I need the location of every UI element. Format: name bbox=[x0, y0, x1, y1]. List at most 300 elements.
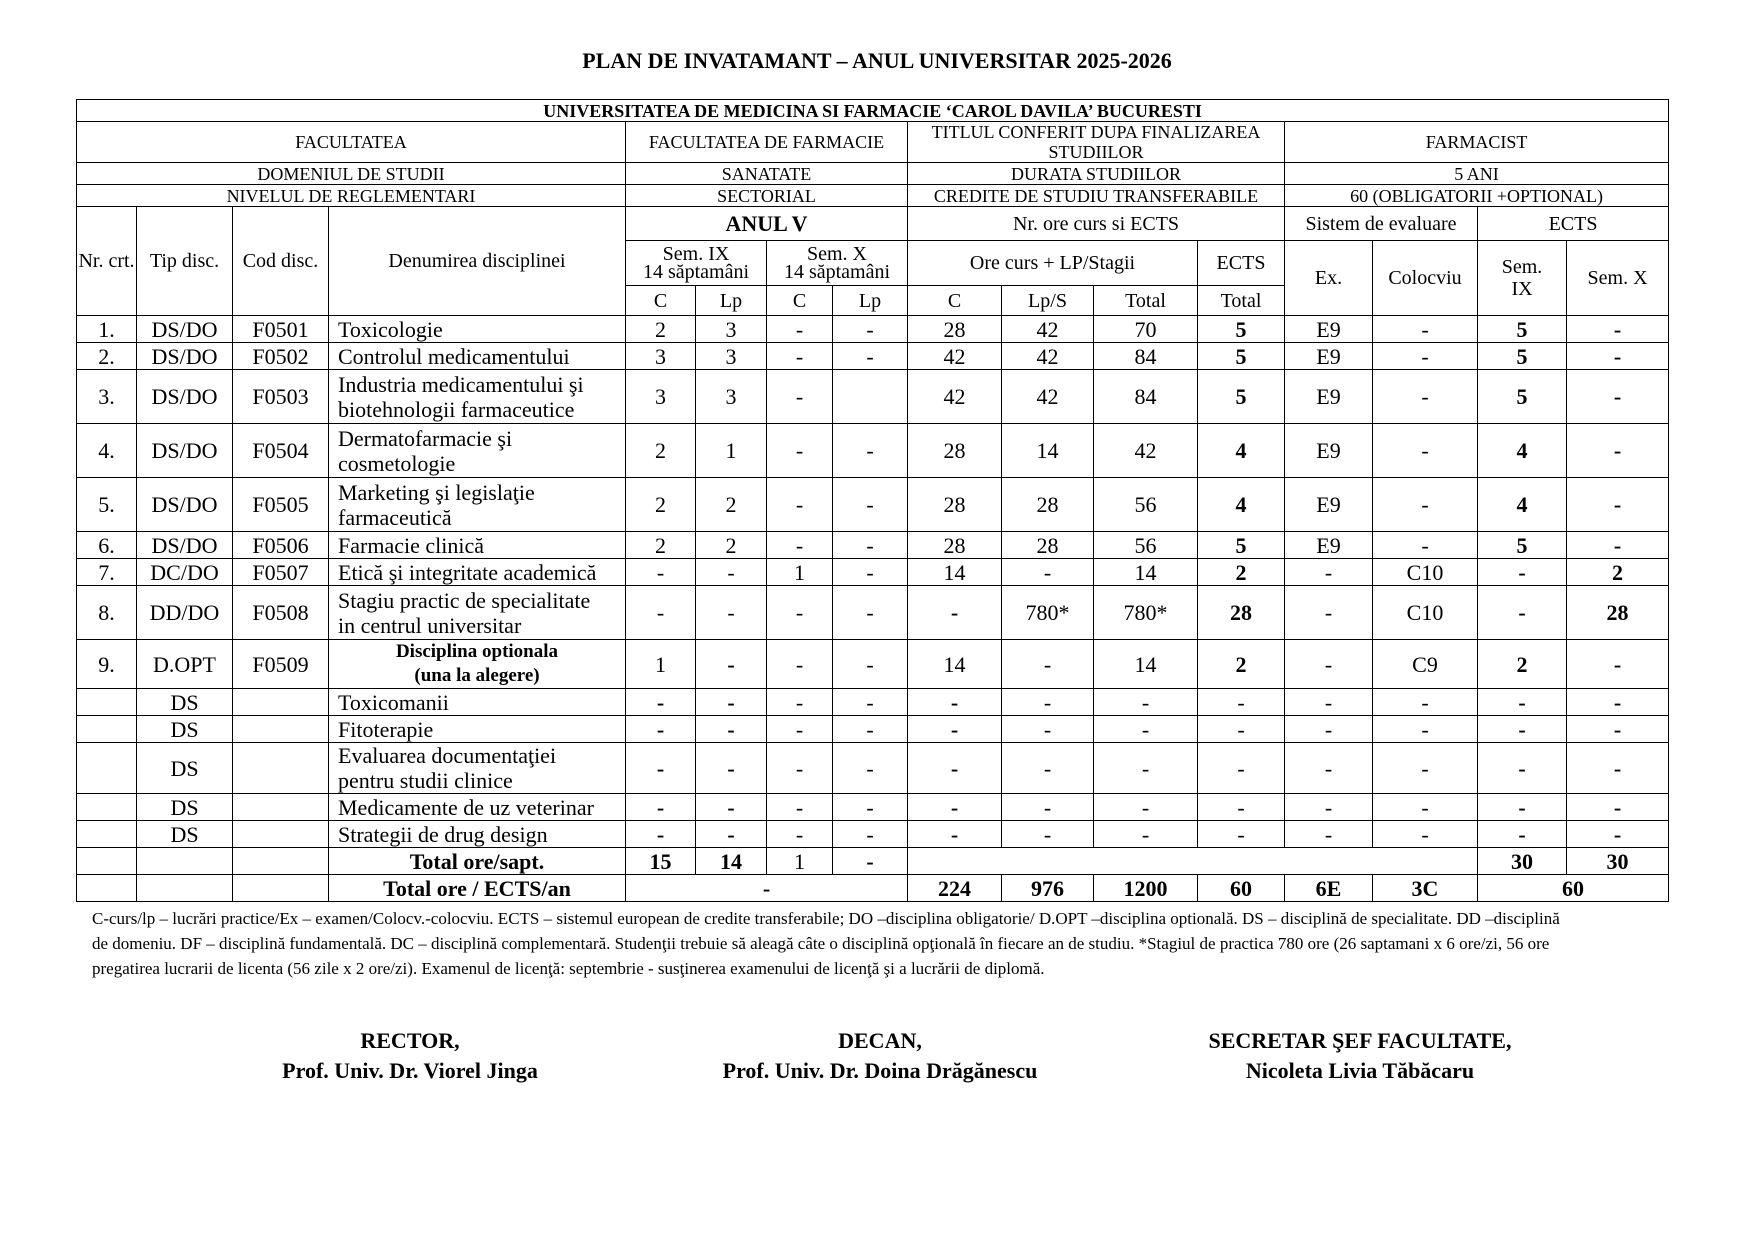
total-week-c9: 15 bbox=[626, 848, 696, 875]
empty-cell bbox=[233, 848, 329, 875]
optional-name bbox=[329, 689, 626, 716]
dash-cell: - bbox=[1002, 821, 1094, 848]
row-total: 84 bbox=[1094, 370, 1198, 424]
dash-cell: - bbox=[833, 794, 908, 821]
total-year-lps: 976 bbox=[1002, 875, 1094, 902]
empty-cell bbox=[233, 794, 329, 821]
row-c: 28 bbox=[908, 424, 1002, 478]
row-ex: E9 bbox=[1285, 532, 1373, 559]
header-row bbox=[77, 122, 1669, 163]
optional-tip: DS bbox=[137, 716, 233, 743]
row-name-line: Controlul medicamentului bbox=[338, 343, 570, 369]
dash-cell: - bbox=[1198, 716, 1285, 743]
optional-name-line: pentru studii clinice bbox=[338, 768, 513, 793]
dash-cell: - bbox=[1478, 821, 1567, 848]
optional-row bbox=[77, 743, 1669, 794]
col-colocviu: Colocviu bbox=[1373, 241, 1478, 316]
dash-cell: - bbox=[1285, 794, 1373, 821]
row-name-line: cosmetologie bbox=[338, 450, 456, 476]
row-discipline-name bbox=[329, 316, 626, 343]
empty-cell bbox=[233, 716, 329, 743]
row-tip: DS/DO bbox=[137, 316, 233, 343]
empty-cell bbox=[137, 848, 233, 875]
total-year-ects-all: 60 bbox=[1478, 875, 1669, 902]
table-row bbox=[77, 586, 1669, 640]
row-name-line: Disciplina optionala bbox=[395, 641, 559, 662]
row-c: 14 bbox=[908, 640, 1002, 689]
sem9-sub: 14 săptamâni bbox=[642, 261, 750, 283]
row-c10: - bbox=[767, 478, 833, 532]
row-c10: - bbox=[767, 586, 833, 640]
dash-cell: - bbox=[767, 743, 833, 794]
row-lp10: - bbox=[833, 424, 908, 478]
empty-cell bbox=[77, 689, 137, 716]
header-label: CREDITE DE STUDIU TRANSFERABILE bbox=[908, 185, 1285, 207]
dash-cell: - bbox=[908, 689, 1002, 716]
row-total: 56 bbox=[1094, 478, 1198, 532]
row-c: 42 bbox=[908, 370, 1002, 424]
optional-name bbox=[329, 794, 626, 821]
total-week-c10: 1 bbox=[767, 848, 833, 875]
row-nr: 7. bbox=[77, 559, 137, 586]
dash-cell: - bbox=[767, 794, 833, 821]
optional-tip: DS bbox=[137, 743, 233, 794]
empty-cell bbox=[77, 794, 137, 821]
header-label: DOMENIUL DE STUDII bbox=[77, 163, 626, 185]
col-ects-total: ECTS bbox=[1198, 241, 1285, 286]
row-tip: DC/DO bbox=[137, 559, 233, 586]
optional-name-line: Medicamente de uz veterinar bbox=[338, 794, 594, 820]
total-year-total: 1200 bbox=[1094, 875, 1198, 902]
row-name-line: Farmacie clinică bbox=[338, 532, 484, 558]
row-cod: F0501 bbox=[233, 316, 329, 343]
row-ects-sem10: 2 bbox=[1567, 559, 1669, 586]
row-c: 42 bbox=[908, 343, 1002, 370]
header-value: FARMACIST bbox=[1285, 122, 1669, 163]
header-label: DURATA STUDIILOR bbox=[908, 163, 1285, 185]
signature-decan bbox=[690, 1026, 1070, 1086]
dash-cell: - bbox=[1002, 716, 1094, 743]
sem9-label: Sem. IX bbox=[662, 243, 730, 265]
header-row bbox=[77, 185, 1669, 207]
dash-cell: - bbox=[908, 794, 1002, 821]
col-lp9: Lp bbox=[696, 286, 767, 316]
total-year-col: 3C bbox=[1373, 875, 1478, 902]
total-week-row bbox=[77, 848, 1669, 875]
table-row bbox=[77, 316, 1669, 343]
row-colocviu: - bbox=[1373, 370, 1478, 424]
row-c9: 2 bbox=[626, 424, 696, 478]
row-ex: - bbox=[1285, 559, 1373, 586]
row-c: 14 bbox=[908, 559, 1002, 586]
dash-cell: - bbox=[696, 794, 767, 821]
row-tip: DS/DO bbox=[137, 478, 233, 532]
row-c9: 2 bbox=[626, 532, 696, 559]
row-total: 84 bbox=[1094, 343, 1198, 370]
dash-cell: - bbox=[1567, 821, 1669, 848]
row-ects-sem9: 4 bbox=[1478, 424, 1567, 478]
optional-row bbox=[77, 689, 1669, 716]
row-lp10: - bbox=[833, 343, 908, 370]
row-nr: 8. bbox=[77, 586, 137, 640]
dash-cell: - bbox=[908, 743, 1002, 794]
row-lp10: - bbox=[833, 586, 908, 640]
dash-cell: - bbox=[1198, 821, 1285, 848]
empty-cell bbox=[233, 689, 329, 716]
page-title: PLAN DE INVATAMANT – ANUL UNIVERSITAR 2025-2026 bbox=[582, 48, 1172, 73]
row-ects: 4 bbox=[1198, 478, 1285, 532]
row-lp9: 3 bbox=[696, 370, 767, 424]
optional-name-line: Toxicomanii bbox=[338, 689, 449, 715]
row-lp9: 3 bbox=[696, 343, 767, 370]
header-label: FACULTATEA bbox=[77, 122, 626, 163]
total-year-label: Total ore / ECTS/an bbox=[329, 875, 626, 902]
curriculum-table bbox=[76, 99, 1669, 902]
row-colocviu: C10 bbox=[1373, 559, 1478, 586]
table-row bbox=[77, 343, 1669, 370]
total-year-ex: 6E bbox=[1285, 875, 1373, 902]
dash-cell: - bbox=[1002, 689, 1094, 716]
col-sem10 bbox=[767, 241, 908, 286]
row-lps: 28 bbox=[1002, 478, 1094, 532]
row-ects-sem10: - bbox=[1567, 316, 1669, 343]
dash-cell: - bbox=[767, 821, 833, 848]
row-ects-sem9: 5 bbox=[1478, 316, 1567, 343]
table-row bbox=[77, 640, 1669, 689]
dash-cell: - bbox=[626, 821, 696, 848]
col-c9: C bbox=[626, 286, 696, 316]
dash-cell: - bbox=[1567, 689, 1669, 716]
dash-cell: - bbox=[1567, 716, 1669, 743]
dash-cell: - bbox=[1285, 743, 1373, 794]
row-nr: 6. bbox=[77, 532, 137, 559]
dash-cell: - bbox=[1478, 716, 1567, 743]
row-c10: - bbox=[767, 370, 833, 424]
total-week-lp9: 14 bbox=[696, 848, 767, 875]
row-discipline-name bbox=[329, 586, 626, 640]
row-ex: - bbox=[1285, 640, 1373, 689]
empty-cell bbox=[233, 743, 329, 794]
optional-name-line: Fitoterapie bbox=[338, 716, 434, 742]
optional-name bbox=[329, 743, 626, 794]
row-lps: - bbox=[1002, 559, 1094, 586]
dash-cell: - bbox=[767, 689, 833, 716]
row-discipline-name bbox=[329, 370, 626, 424]
dash-cell: - bbox=[833, 743, 908, 794]
row-discipline-name bbox=[329, 424, 626, 478]
row-ects-sem9: 5 bbox=[1478, 532, 1567, 559]
col-nr: Nr. crt. bbox=[77, 207, 137, 316]
total-year-ects: 60 bbox=[1198, 875, 1285, 902]
row-c9: 2 bbox=[626, 316, 696, 343]
empty-cell bbox=[908, 848, 1478, 875]
total-year-row bbox=[77, 875, 1669, 902]
optional-name-line: Strategii de drug design bbox=[338, 821, 548, 847]
col-nr-ore: Nr. ore curs si ECTS bbox=[908, 207, 1285, 241]
row-discipline-name bbox=[329, 559, 626, 586]
col-ects-sem9 bbox=[1478, 241, 1567, 316]
empty-cell bbox=[137, 875, 233, 902]
dash-cell: - bbox=[696, 689, 767, 716]
row-c: 28 bbox=[908, 316, 1002, 343]
row-cod: F0509 bbox=[233, 640, 329, 689]
ects-sem9-label: Sem. IX bbox=[1501, 256, 1543, 300]
row-nr: 3. bbox=[77, 370, 137, 424]
row-name-line: Marketing şi legislaţie bbox=[338, 479, 535, 505]
row-ects-sem9: 4 bbox=[1478, 478, 1567, 532]
row-nr: 5. bbox=[77, 478, 137, 532]
col-total-ects: Total bbox=[1198, 286, 1285, 316]
row-name-line: Toxicologie bbox=[338, 316, 443, 342]
total-week-ects9: 30 bbox=[1478, 848, 1567, 875]
optional-tip: DS bbox=[137, 689, 233, 716]
dash-cell: - bbox=[696, 743, 767, 794]
col-ects: ECTS bbox=[1478, 207, 1669, 241]
row-cod: F0506 bbox=[233, 532, 329, 559]
dash-cell: - bbox=[1373, 794, 1478, 821]
row-c10: - bbox=[767, 424, 833, 478]
row-c: 28 bbox=[908, 532, 1002, 559]
row-nr: 9. bbox=[77, 640, 137, 689]
dash-cell: - bbox=[696, 821, 767, 848]
row-cod: F0504 bbox=[233, 424, 329, 478]
row-name-line: biotehnologii farmaceutice bbox=[338, 396, 575, 422]
row-name-line: Industria medicamentului şi bbox=[338, 371, 584, 397]
row-discipline-name bbox=[329, 478, 626, 532]
row-tip: DS/DO bbox=[137, 370, 233, 424]
row-lp10: - bbox=[833, 640, 908, 689]
dash-cell: - bbox=[1285, 716, 1373, 743]
col-anul: ANUL V bbox=[626, 207, 908, 241]
row-lp9: 2 bbox=[696, 478, 767, 532]
optional-name bbox=[329, 821, 626, 848]
row-ects-sem10: 28 bbox=[1567, 586, 1669, 640]
col-sistem: Sistem de evaluare bbox=[1285, 207, 1478, 241]
col-lps: Lp/S bbox=[1002, 286, 1094, 316]
row-ects-sem10: - bbox=[1567, 640, 1669, 689]
row-c10: - bbox=[767, 316, 833, 343]
dash-cell: - bbox=[1094, 821, 1198, 848]
dash-cell: - bbox=[1198, 689, 1285, 716]
row-c9: 2 bbox=[626, 478, 696, 532]
row-name-line: Etică şi integritate academică bbox=[338, 559, 597, 585]
row-name-line: Stagiu practic de specialitate bbox=[338, 587, 591, 613]
dash-cell: - bbox=[1373, 821, 1478, 848]
signature-name: Prof. Univ. Dr. Doina Drăgănescu bbox=[722, 1058, 1038, 1083]
empty-cell bbox=[233, 875, 329, 902]
row-lps: 42 bbox=[1002, 370, 1094, 424]
dash-cell: - bbox=[833, 716, 908, 743]
row-lps: 14 bbox=[1002, 424, 1094, 478]
row-ects-sem9: - bbox=[1478, 559, 1567, 586]
dash-cell: - bbox=[626, 689, 696, 716]
dash-cell: - bbox=[1373, 689, 1478, 716]
row-ects-sem9: 5 bbox=[1478, 343, 1567, 370]
row-lp9: - bbox=[696, 640, 767, 689]
row-lps: - bbox=[1002, 640, 1094, 689]
optional-row bbox=[77, 794, 1669, 821]
signature-name: Nicoleta Livia Tăbăcaru bbox=[1245, 1058, 1475, 1083]
sem10-label: Sem. X bbox=[807, 243, 867, 265]
row-lp9: 1 bbox=[696, 424, 767, 478]
row-colocviu: C10 bbox=[1373, 586, 1478, 640]
empty-cell bbox=[77, 743, 137, 794]
row-lp10: - bbox=[833, 478, 908, 532]
empty-cell bbox=[77, 848, 137, 875]
row-colocviu: - bbox=[1373, 343, 1478, 370]
dash-cell: - bbox=[1373, 716, 1478, 743]
optional-name bbox=[329, 716, 626, 743]
row-cod: F0505 bbox=[233, 478, 329, 532]
row-lps: 42 bbox=[1002, 316, 1094, 343]
row-colocviu: - bbox=[1373, 424, 1478, 478]
row-lps: 28 bbox=[1002, 532, 1094, 559]
dash-cell: - bbox=[1373, 743, 1478, 794]
header-value: 60 (OBLIGATORII +OPTIONAL) bbox=[1285, 185, 1669, 207]
row-name-line: (una la alegere) bbox=[414, 665, 540, 686]
col-lp10: Lp bbox=[833, 286, 908, 316]
dash-cell: - bbox=[1094, 716, 1198, 743]
optional-name-line: Evaluarea documentaţiei bbox=[338, 743, 557, 768]
header-value: SECTORIAL bbox=[626, 185, 908, 207]
row-cod: F0503 bbox=[233, 370, 329, 424]
row-c9: 1 bbox=[626, 640, 696, 689]
row-lps: 780* bbox=[1002, 586, 1094, 640]
header-label: NIVELUL DE REGLEMENTARI bbox=[77, 185, 626, 207]
row-nr: 4. bbox=[77, 424, 137, 478]
table-row bbox=[77, 532, 1669, 559]
dash-cell: - bbox=[767, 716, 833, 743]
row-lp10 bbox=[833, 370, 908, 424]
row-name-line: farmaceutică bbox=[338, 504, 452, 530]
row-ects-sem10: - bbox=[1567, 343, 1669, 370]
row-tip: DS/DO bbox=[137, 343, 233, 370]
row-ex: E9 bbox=[1285, 316, 1373, 343]
row-lps: 42 bbox=[1002, 343, 1094, 370]
row-lp9: 3 bbox=[696, 316, 767, 343]
row-c10: - bbox=[767, 640, 833, 689]
row-ects-sem10: - bbox=[1567, 370, 1669, 424]
total-year-c: 224 bbox=[908, 875, 1002, 902]
table-row bbox=[77, 370, 1669, 424]
row-nr: 1. bbox=[77, 316, 137, 343]
optional-row bbox=[77, 821, 1669, 848]
row-ects: 28 bbox=[1198, 586, 1285, 640]
table-row bbox=[77, 559, 1669, 586]
row-c9: - bbox=[626, 559, 696, 586]
row-ex: - bbox=[1285, 586, 1373, 640]
total-week-label: Total ore/sapt. bbox=[329, 848, 626, 875]
row-ects: 5 bbox=[1198, 316, 1285, 343]
row-lp10: - bbox=[833, 559, 908, 586]
col-cod: Cod disc. bbox=[233, 207, 329, 316]
row-lp9: 2 bbox=[696, 532, 767, 559]
header-label: TITLUL CONFERIT DUPA FINALIZAREA STUDIILOR bbox=[908, 122, 1285, 163]
dash-cell: - bbox=[1094, 743, 1198, 794]
signature-role: RECTOR, bbox=[360, 1028, 460, 1053]
header-value: SANATATE bbox=[626, 163, 908, 185]
dash-cell: - bbox=[833, 821, 908, 848]
row-c9: - bbox=[626, 586, 696, 640]
dash-cell: - bbox=[908, 821, 1002, 848]
row-discipline-name bbox=[329, 640, 626, 689]
dash-cell: - bbox=[1002, 743, 1094, 794]
row-c9: 3 bbox=[626, 343, 696, 370]
empty-cell bbox=[77, 821, 137, 848]
row-ects: 4 bbox=[1198, 424, 1285, 478]
empty-cell bbox=[233, 821, 329, 848]
row-ects: 2 bbox=[1198, 640, 1285, 689]
row-colocviu: - bbox=[1373, 532, 1478, 559]
row-name-line: Dermatofarmacie şi bbox=[338, 425, 513, 451]
empty-cell bbox=[77, 716, 137, 743]
col-tip: Tip disc. bbox=[137, 207, 233, 316]
row-lp10: - bbox=[833, 532, 908, 559]
row-cod: F0502 bbox=[233, 343, 329, 370]
row-ects-sem9: 5 bbox=[1478, 370, 1567, 424]
col-ex: Ex. bbox=[1285, 241, 1373, 316]
university-name: UNIVERSITATEA DE MEDICINA SI FARMACIE ‘CAROL DAVILA’ BUCURESTI bbox=[77, 100, 1669, 122]
dash-cell: - bbox=[1002, 794, 1094, 821]
total-year-dash: - bbox=[626, 875, 908, 902]
signature-name: Prof. Univ. Dr. Viorel Jinga bbox=[282, 1058, 538, 1083]
table-row bbox=[77, 424, 1669, 478]
legend-note: C-curs/lp – lucrări practice/Ex – examen/Colocv.-colocviu. ECTS – sistemul european de credite transferabile; DO –disciplina obligatorie/ D.OPT –disciplina optională. DS – disciplină de specialitate. DD –disciplină de domeniu. DF – disciplină fundamentală. DC – disciplină complementară. Studenţii trebuie să aleagă câte o disciplină opţională în fiecare an de studiu. *Stagiul de practica 780 ore (26 saptamani x 6 ore/zi, 56 ore pregatirea lucrarii de licenta (56 zile x 2 ore/zi). Examenul de licenţă: septembrie - susţinerea examenului de licenţă şi a lucrării de diplomă. bbox=[92, 909, 1560, 978]
signature-secretar bbox=[1150, 1026, 1570, 1086]
row-ects: 5 bbox=[1198, 532, 1285, 559]
total-week-ects10: 30 bbox=[1567, 848, 1669, 875]
dash-cell: - bbox=[1094, 794, 1198, 821]
row-lp9: - bbox=[696, 559, 767, 586]
row-tip: DD/DO bbox=[137, 586, 233, 640]
row-c9: 3 bbox=[626, 370, 696, 424]
row-name-line: in centrul universitar bbox=[338, 612, 522, 638]
row-total: 56 bbox=[1094, 532, 1198, 559]
row-ects-sem10: - bbox=[1567, 532, 1669, 559]
row-cod: F0508 bbox=[233, 586, 329, 640]
row-c10: - bbox=[767, 532, 833, 559]
row-ects-sem10: - bbox=[1567, 478, 1669, 532]
row-c: 28 bbox=[908, 478, 1002, 532]
table-row bbox=[77, 478, 1669, 532]
dash-cell: - bbox=[1567, 794, 1669, 821]
row-ects: 5 bbox=[1198, 343, 1285, 370]
row-ects-sem9: 2 bbox=[1478, 640, 1567, 689]
row-colocviu: - bbox=[1373, 316, 1478, 343]
dash-cell: - bbox=[696, 716, 767, 743]
row-colocviu: C9 bbox=[1373, 640, 1478, 689]
dash-cell: - bbox=[626, 794, 696, 821]
row-ex: E9 bbox=[1285, 370, 1373, 424]
row-colocviu: - bbox=[1373, 478, 1478, 532]
sem10-sub: 14 săptamâni bbox=[783, 261, 891, 283]
dash-cell: - bbox=[1567, 743, 1669, 794]
row-ects: 2 bbox=[1198, 559, 1285, 586]
row-total: 14 bbox=[1094, 640, 1198, 689]
dash-cell: - bbox=[1285, 689, 1373, 716]
row-tip: DS/DO bbox=[137, 424, 233, 478]
row-ex: E9 bbox=[1285, 343, 1373, 370]
empty-cell bbox=[77, 875, 137, 902]
col-ore-curs: Ore curs + LP/Stagii bbox=[908, 241, 1198, 286]
dash-cell: - bbox=[1094, 689, 1198, 716]
col-c: C bbox=[908, 286, 1002, 316]
dash-cell: - bbox=[1478, 743, 1567, 794]
row-total: 42 bbox=[1094, 424, 1198, 478]
header-row bbox=[77, 163, 1669, 185]
total-week-lp10: - bbox=[833, 848, 908, 875]
row-lp9: - bbox=[696, 586, 767, 640]
